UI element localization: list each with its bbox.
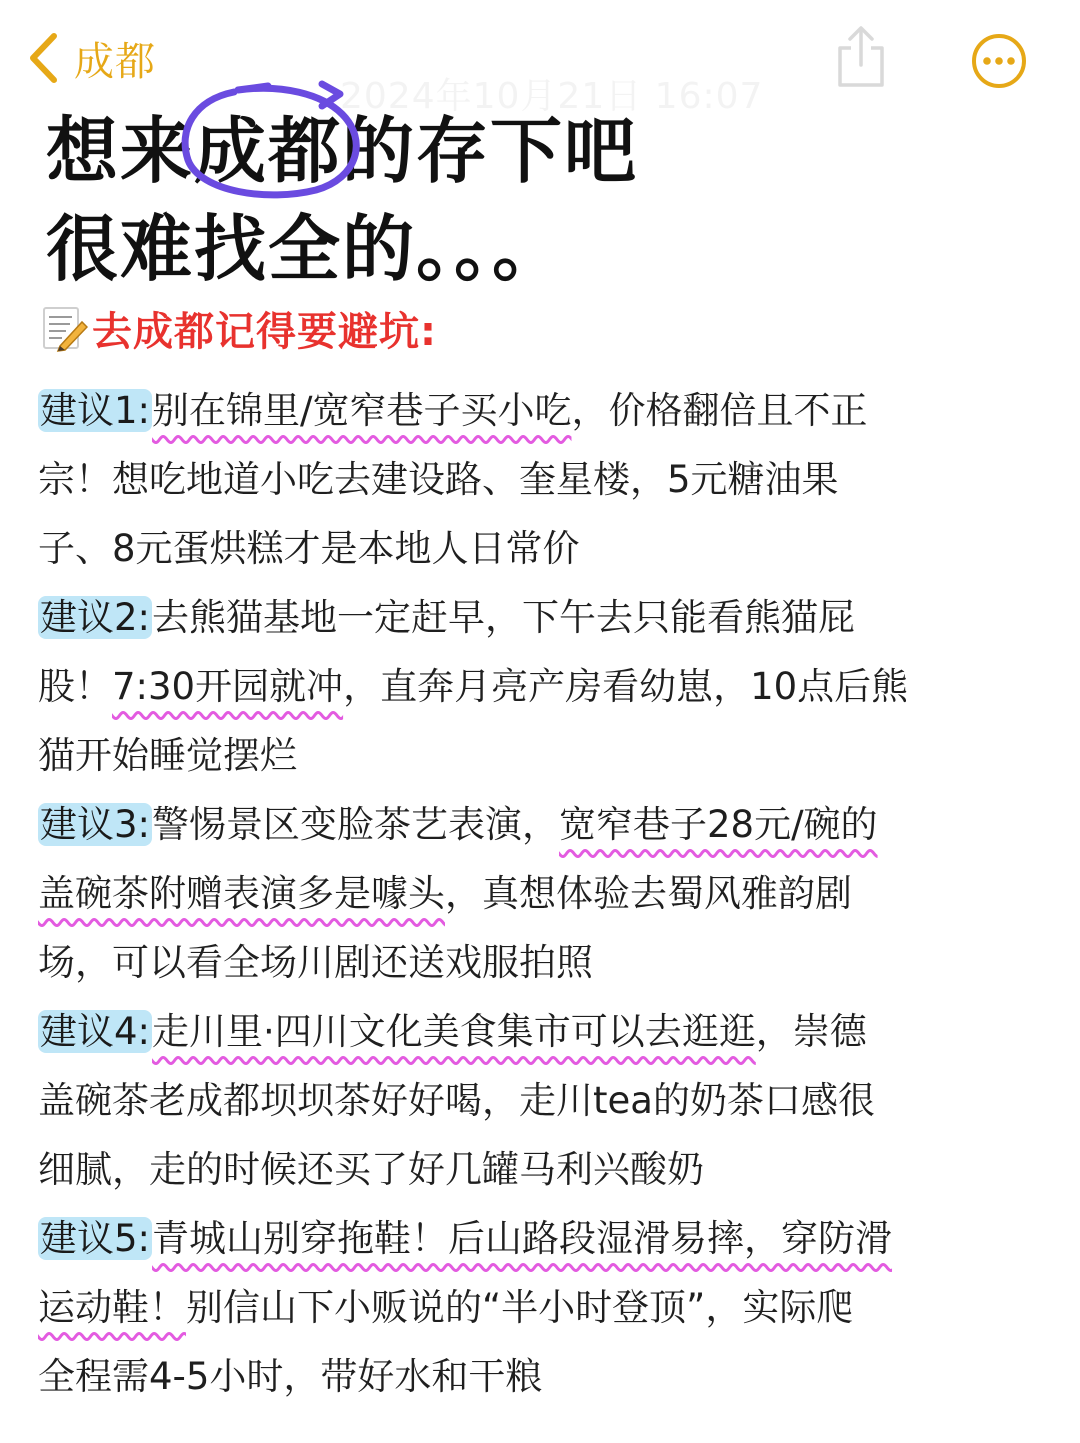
- tip-label: 建议3:: [40, 803, 151, 846]
- note-title: [46, 102, 638, 298]
- tip-4: [38, 997, 1048, 1204]
- tip-text: 别信山下小贩说的“半小时登顶”，实际爬: [186, 1286, 854, 1329]
- tip-2: [38, 583, 1048, 790]
- tip-text: ，直奔月亮产房看幼崽，10点后熊: [343, 665, 909, 708]
- highlighted-text: 盖碗茶附赠表演多是噱头: [38, 872, 445, 915]
- tip-text: 全程需4-5小时，带好水和干粮: [38, 1355, 543, 1398]
- tip-text: 警惕景区变脸茶艺表演，: [152, 803, 560, 846]
- back-button-label: 成都: [74, 38, 156, 85]
- tip-text: 盖碗茶老成都坝坝茶好好喝，走川tea的奶茶口感很: [38, 1079, 875, 1122]
- memo-icon: [40, 304, 88, 352]
- title-line-1: [46, 102, 638, 200]
- tip-text: 子、8元蛋烘糕才是本地人日常价: [38, 527, 580, 570]
- note-timestamp: 2024年10月21日 16:07: [340, 76, 764, 117]
- section-heading: [40, 298, 437, 358]
- chevron-left-icon: [26, 32, 60, 84]
- tip-label: 建议4:: [40, 1010, 151, 1053]
- tip-text: 细腻，走的时候还买了好几罐马利兴酸奶: [38, 1148, 704, 1191]
- share-button[interactable]: [832, 24, 890, 90]
- note-body: [38, 376, 1048, 1411]
- title-line-2: 很难找全的。。。: [46, 207, 567, 291]
- circled-text: [194, 102, 342, 200]
- tip-text: ，真想体验去蜀风雅韵剧: [445, 872, 852, 915]
- tip-text: 宗！想吃地道小吃去建设路、奎星楼，5元糖油果: [38, 458, 839, 501]
- more-icon: [970, 32, 1028, 90]
- highlighted-text: 别在锦里/宽窄巷子买小吃: [152, 389, 572, 432]
- tip-label: 建议1:: [40, 389, 151, 432]
- navigation-bar: [0, 0, 1080, 117]
- tip-text: 场，可以看全场川剧还送戏服拍照: [38, 941, 593, 984]
- highlighted-text: 运动鞋！: [38, 1286, 186, 1329]
- highlighted-text: 走川里·四川文化美食集市可以去逛逛: [152, 1010, 756, 1053]
- tip-text: 去熊猫基地一定赶早，下午去只能看熊猫屁: [152, 596, 856, 639]
- section-heading-text: 去成都记得要避坑:: [92, 308, 437, 355]
- tip-text: ，崇德: [755, 1010, 867, 1053]
- title-text: 想来: [46, 109, 195, 193]
- tip-3: [38, 790, 1048, 997]
- highlighted-text: 青城山别穿拖鞋！后山路段湿滑易摔，穿防滑: [152, 1217, 893, 1260]
- tip-label: 建议5:: [40, 1217, 151, 1260]
- more-options-button[interactable]: [970, 32, 1028, 90]
- share-icon: [832, 24, 890, 90]
- title-text: 的存下吧: [342, 109, 639, 193]
- tip-label: 建议2:: [40, 596, 151, 639]
- title-circled-word: 成都: [194, 109, 343, 193]
- highlighted-text: 7:30开园就冲: [112, 665, 344, 708]
- tip-text: ，价格翻倍且不正: [571, 389, 868, 432]
- tip-text: 猫开始睡觉摆烂: [38, 734, 297, 777]
- tip-5: [38, 1204, 1048, 1411]
- tip-text: 股！: [38, 665, 112, 708]
- tip-1: [38, 376, 1048, 583]
- back-button[interactable]: [26, 26, 156, 90]
- highlighted-text: 宽窄巷子28元/碗的: [559, 803, 878, 846]
